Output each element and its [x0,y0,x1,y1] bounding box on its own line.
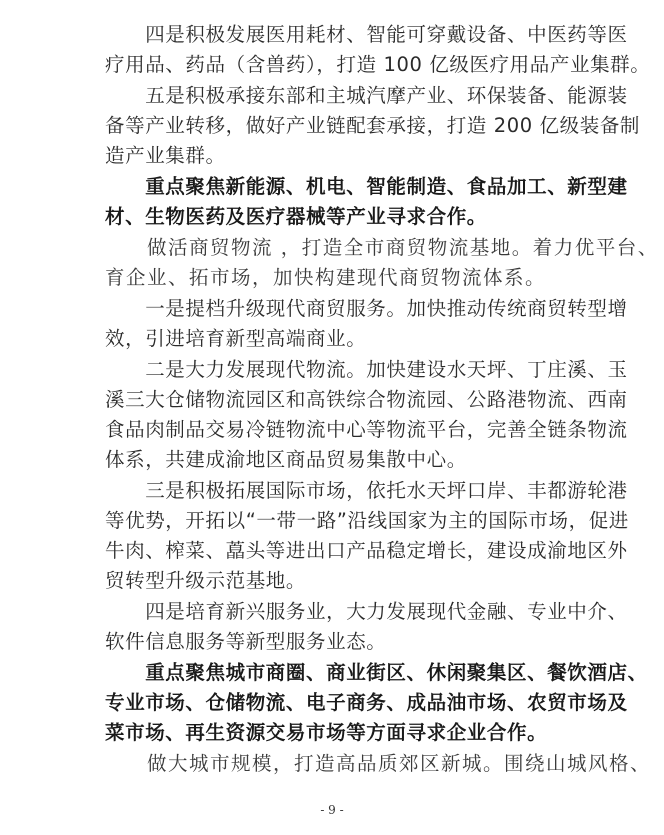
paragraph-equipment-transfer [105,81,641,171]
text-line: 一是提档升级现代商贸服务。加快推动传统商贸转型增 [105,297,628,320]
text-line: 菜市场、再生资源交易市场等方面寻求企业合作。 [105,721,548,744]
paragraph-international-market [105,476,629,596]
text-line: 溪三大仓储物流园区和高铁综合物流园、公路港物流、西南 [105,388,628,411]
text-line: 贸转型升级示范基地。 [105,569,307,592]
paragraph-modern-logistics [105,355,628,475]
text-line: 五是积极承接东部和主城汽摩产业、环保装备、能源装 [105,84,628,107]
text-line: 二是大力发展现代物流。加快建设水天坪、丁庄溪、玉 [105,358,628,381]
text-line: 材、生物医药及医疗器械等产业寻求合作。 [105,205,487,228]
paragraph-industry-focus [105,172,628,232]
text-line: 体系，共建成渝地区商品贸易集散中心。 [105,448,467,471]
paragraph-medical-supplies [105,20,651,80]
paragraph-emerging-services [105,597,628,657]
text-line: 育企业、拓市场，加快构建现代商贸物流体系。 [105,266,547,289]
text-line: 等优势，开拓以“一带一路”沿线国家为主的国际市场，促进 [105,509,629,532]
text-line: 四是培育新兴服务业，大力发展现代金融、专业中介、 [105,600,628,623]
paragraph-city-scale-heading [105,749,652,779]
text-line: 专业市场、仓储物流、电子商务、成品油市场、农贸市场及 [105,691,628,714]
text-line: 四是积极发展医用耗材、智能可穿戴设备、中医药等医 [105,23,628,46]
paragraph-commerce-services [105,294,628,354]
text-line: 重点聚焦城市商圈、商业街区、休闲聚集区、餐饮酒店、 [105,661,648,684]
text-line: 备等产业转移，做好产业链配套承接，打造 200 亿级装备制 [105,114,641,137]
paragraph-commerce-logistics-heading [105,233,659,293]
text-line: 疗用品、药品（含兽药），打造 100 亿级医疗用品产业集群。 [105,53,651,76]
text-line: 做大城市规模，打造高品质郊区新城。围绕山城风格、 [105,752,652,775]
text-line: 重点聚焦新能源、机电、智能制造、食品加工、新型建 [105,175,628,198]
text-line: 食品肉制品交易冷链物流中心等物流平台，完善全链条物流 [105,418,628,441]
text-line: 效，引进培育新型高端商业。 [105,327,367,350]
paragraph-commerce-focus [105,658,648,748]
text-line: 软件信息服务等新型服务业态。 [105,630,387,653]
text-line: 三是积极拓展国际市场，依托水天坪口岸、丰都游轮港 [105,479,628,502]
text-line: 做活商贸物流 ，打造全市商贸物流基地。着力优平台、 [105,236,659,259]
page-number: - 9 - [320,803,344,817]
text-line: 造产业集群。 [105,144,226,167]
text-line: 牛肉、榨菜、藠头等进出口产品稳定增长，建设成渝地区外 [105,539,628,562]
